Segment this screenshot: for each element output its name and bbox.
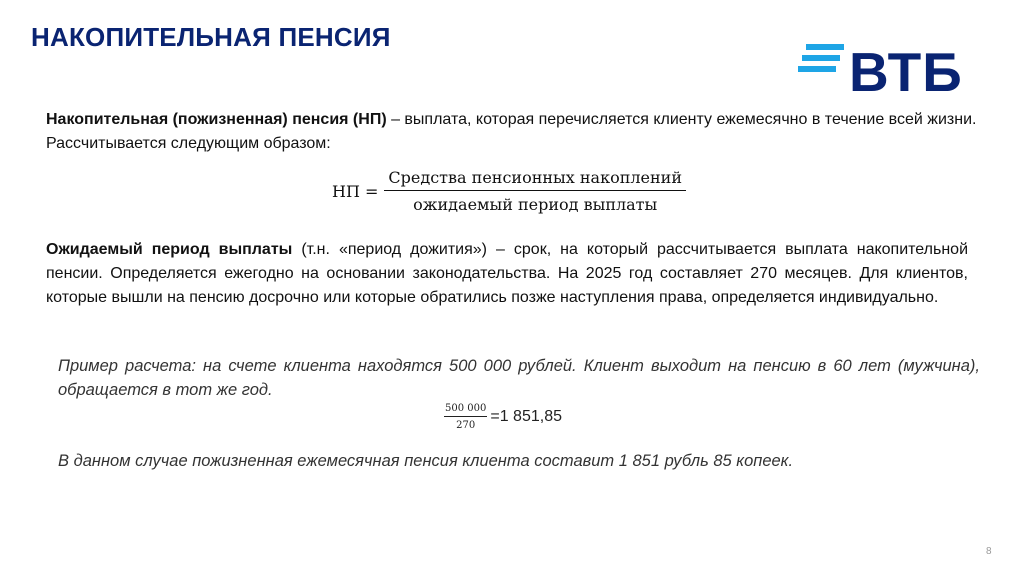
calc-numerator: 500 000 [444,403,487,417]
calc-result: =1 851,85 [490,408,562,425]
logo-text: ВТБ [849,41,963,103]
period-text: (т.н. «период дожития») – срок, на который рассчитывается выплата накопительной пенсии. Определяется ежегодно на основании законодательства. На 2025 год составляет 270 месяцев. Для клиентов, которые вышли на пенсию досрочно или которые обратились позже наступления права, определяется индивидуально. [46,241,969,306]
conclusion-paragraph: В данном случае пожизненная ежемесячная пенсия клиента составит 1 851 рубль 85 копеек. [58,452,794,470]
page-number: 8 [986,546,992,557]
definition-paragraph [46,108,986,156]
example-calculation [444,403,562,431]
calc-denominator: 270 [456,420,476,431]
logo-stripe [806,44,844,50]
logo-stripe [802,55,840,61]
calc-fraction [444,403,487,431]
pension-formula [332,168,686,214]
formula-lhs: НП = [332,181,379,201]
formula-numerator: Средства пенсионных накоплений [384,168,686,191]
formula-fraction [384,168,686,214]
logo-stripe [798,66,836,72]
slide-title: НАКОПИТЕЛЬНАЯ ПЕНСИЯ [31,22,391,52]
vtb-logo [796,40,968,104]
formula-denominator: ожидаемый период выплаты [413,195,658,214]
example-paragraph: Пример расчета: на счете клиента находятся 500 000 рублей. Клиент выходит на пенсию в 60 лет (мужчина), обращается в тот же год. [58,357,980,399]
definition-term: Накопительная (пожизненная) пенсия (НП) [46,111,387,128]
period-paragraph [46,238,968,310]
definition-text: – выплата, которая перечисляется клиенту ежемесячно в течение всей жизни. Рассчитывается следующим образом: [46,111,977,152]
period-term: Ожидаемый период выплаты [46,241,293,258]
